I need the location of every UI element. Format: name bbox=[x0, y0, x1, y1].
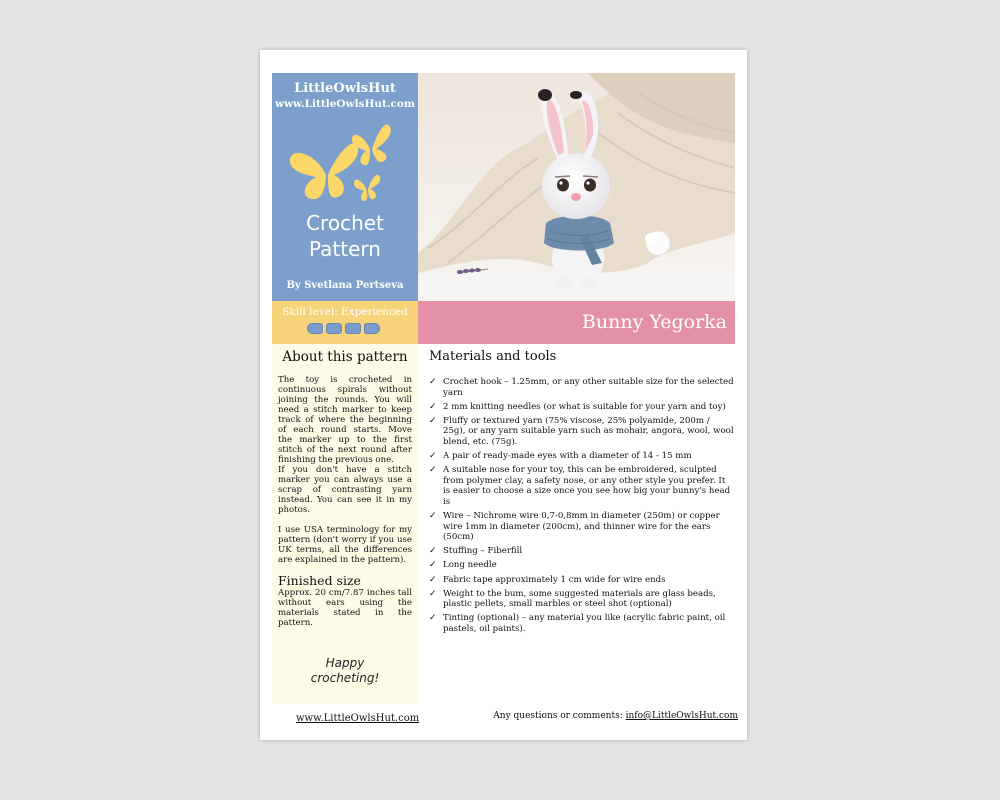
happy-crocheting: Happy crocheting! bbox=[310, 656, 380, 685]
skill-level-indicator bbox=[307, 323, 380, 334]
footer-contact: Any questions or comments: info@LittleOwlsHut.com bbox=[493, 711, 738, 721]
bunny-photo-illustration bbox=[418, 73, 735, 301]
check-icon: ✓ bbox=[429, 451, 437, 462]
skill-level-label: Skill level: Experienced bbox=[282, 306, 408, 318]
page-title: Crochet Pattern bbox=[306, 211, 384, 261]
pattern-page bbox=[260, 50, 747, 740]
list-item: ✓ Tinting (optional) – any material you like (acrylic fabric paint, oil pastels, oil paints). bbox=[429, 613, 726, 634]
materials-heading: Materials and tools bbox=[429, 349, 557, 364]
about-sidebar bbox=[272, 344, 418, 704]
materials-list bbox=[429, 377, 734, 634]
check-icon: ✓ bbox=[429, 401, 437, 412]
about-paragraph-3: I use USA terminology for my pattern (don't worry if you use UK terms, all the differences are explained in the pattern). bbox=[278, 525, 412, 565]
about-paragraph-1: The toy is crocheted in continuous spirals without joining the rounds. You will need a stitch marker to keep track of where the beginning of each round starts. Move the marker up to the first stitch of the next round after finishing the previous one. bbox=[278, 375, 412, 465]
header-panel bbox=[272, 73, 418, 301]
check-icon: ✓ bbox=[429, 588, 437, 599]
check-icon: ✓ bbox=[429, 546, 437, 557]
check-icon: ✓ bbox=[429, 574, 437, 585]
about-heading: About this pattern bbox=[282, 349, 408, 365]
list-item: ✓ A pair of ready-made eyes with a diameter of 14 - 15 mm bbox=[429, 451, 692, 462]
author-name: By Svetlana Pertseva bbox=[286, 280, 404, 291]
skill-pill bbox=[326, 323, 342, 334]
footer-site-link[interactable]: www.LittleOwlsHut.com bbox=[296, 713, 420, 724]
finished-size-text: Approx. 20 cm/7.87 inches tall without ears using the materials stated in the pattern. bbox=[278, 588, 412, 628]
list-item: ✓ Long needle bbox=[429, 560, 497, 571]
list-item: ✓ Crochet hook – 1.25mm, or any other suitable size for the selected yarn bbox=[429, 377, 734, 398]
footer-email-link[interactable]: info@LittleOwlsHut.com bbox=[625, 711, 738, 721]
about-paragraph-2: If you don't have a stitch marker you can always use a scrap of contrasting yarn instead. You can see it in my photos. bbox=[278, 465, 412, 515]
check-icon: ✓ bbox=[429, 465, 437, 476]
check-icon: ✓ bbox=[429, 560, 437, 571]
skill-pill bbox=[364, 323, 380, 334]
list-item: ✓ Fluffy or textured yarn (75% viscose, 25% polyamide, 200m / 25g), or any yarn suitable yarn such as mohair, angora, wool, wool blend, etc. (75g). bbox=[429, 415, 734, 447]
list-item: ✓ Stuffing – Fiberfill bbox=[429, 546, 523, 557]
butterfly-icon bbox=[286, 113, 406, 213]
list-item: ✓ A suitable nose for your toy, this can be embroidered, sculpted from polymer clay, a safety nose, or any other style you prefer. It is easier to choose a size once you see how big your bunny's head is bbox=[429, 465, 731, 507]
bunny-photo bbox=[418, 73, 735, 301]
list-item: ✓ Weight to the bum, some suggested materials are glass beads, plastic pellets, small marbles or steel shot (optional) bbox=[429, 588, 716, 610]
check-icon: ✓ bbox=[429, 613, 437, 624]
list-item: ✓ 2 mm knitting needles (or what is suitable for your yarn and toy) bbox=[429, 401, 726, 412]
skill-bar bbox=[272, 301, 418, 344]
check-icon: ✓ bbox=[429, 377, 437, 387]
materials-section bbox=[429, 349, 734, 638]
list-item: ✓ Fabric tape approximately 1 cm wide for wire ends bbox=[429, 574, 666, 585]
pattern-name: Bunny Yegorka bbox=[581, 311, 727, 333]
pattern-name-bar bbox=[418, 301, 735, 344]
skill-pill bbox=[345, 323, 361, 334]
skill-pill bbox=[307, 323, 323, 334]
finished-size-heading: Finished size bbox=[278, 573, 361, 588]
check-icon: ✓ bbox=[429, 511, 437, 522]
brand-name: LittleOwlsHut bbox=[294, 81, 396, 96]
list-item: ✓ Wire – Nichrome wire 0,7-0,8mm in diameter (250m) or copper wire 1mm in diameter (200cm), and thinner wire for the ears (50cm) bbox=[429, 511, 720, 543]
check-icon: ✓ bbox=[429, 415, 437, 426]
brand-site: www.LittleOwlsHut.com bbox=[274, 98, 416, 110]
